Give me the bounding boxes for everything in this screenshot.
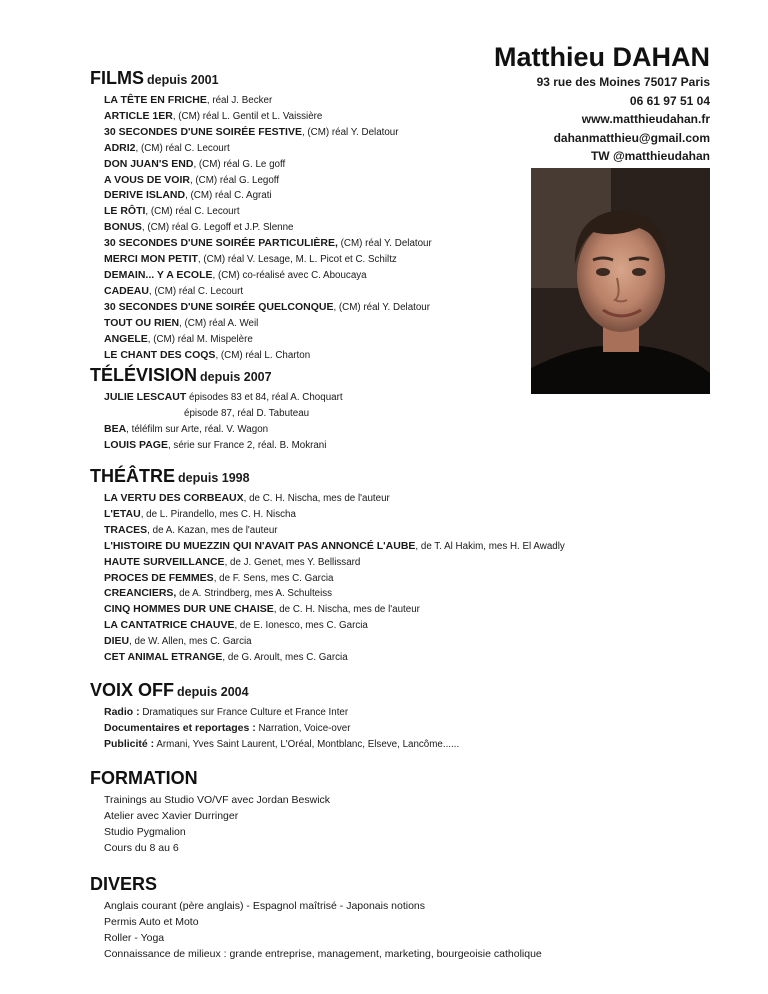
- theatre-item-title: CET ANIMAL ETRANGE: [104, 651, 223, 664]
- voix-off-title: VOIX OFF: [90, 680, 175, 700]
- television-item-details: , téléfilm sur Arte, réal. V. Wagon: [126, 423, 269, 435]
- theatre-item-title: CINQ HOMMES DUR UNE CHAISE: [104, 603, 274, 616]
- theatre-item: [104, 539, 565, 555]
- theatre-item-title: LA CANTATRICE CHAUVE: [104, 619, 235, 632]
- formation-item: Trainings au Studio VO/VF avec Jordan Beswick: [104, 794, 331, 806]
- theatre-item-title: LA VERTU DES CORBEAUX: [104, 492, 244, 504]
- portrait-photo: [531, 168, 710, 394]
- divers-list: [104, 899, 542, 963]
- person-name: Matthieu DAHAN: [494, 42, 710, 72]
- films-item-title: ANGELE: [104, 332, 148, 345]
- films-heading: [90, 67, 432, 91]
- contact-header: [494, 42, 710, 165]
- films-item-details: , (CM) réal Y. Delatour: [333, 301, 431, 313]
- television-item-details: épisode 87, réal D. Tabuteau: [184, 407, 310, 419]
- voix_off-item-details: Dramatiques sur France Culture et France Inter: [139, 707, 349, 718]
- website-link[interactable]: www.matthieudahan.fr: [581, 112, 710, 126]
- theatre-heading: [90, 465, 565, 489]
- films-item-title: A VOUS DE VOIR: [104, 173, 190, 186]
- films-item-title: ADRI2: [104, 141, 136, 154]
- films-item: [104, 348, 432, 364]
- theatre-item-title: CREANCIERS,: [104, 587, 177, 600]
- films-item-title: MERCI MON PETIT: [104, 253, 198, 266]
- films-item-details: , (CM) réal V. Lesage, M. L. Picot et C. Schiltz: [197, 254, 397, 266]
- theatre-item-details: , de C. H. Nischa, mes de l'auteur: [273, 604, 420, 616]
- theatre-item: [104, 507, 565, 523]
- voix_off-item-details: Armani, Yves Saint Laurent, L'Oréal, Montblanc, Elseve, Lancôme......: [154, 738, 460, 750]
- films-item-title: 30 SECONDES D'UNE SOIRÉE FESTIVE: [104, 125, 302, 138]
- television-title: TÉLÉVISION: [90, 365, 198, 385]
- television-item: [104, 406, 343, 422]
- television-section: [90, 364, 343, 454]
- theatre-item-title: L'HISTOIRE DU MUEZZIN QUI N'AVAIT PAS ANNONCÉ L'AUBE: [104, 539, 416, 552]
- theatre-item: [104, 618, 565, 634]
- theatre-item-title: TRACES: [104, 523, 148, 536]
- films-item: [104, 236, 432, 252]
- films-item-details: , (CM) réal M. Mispelère: [147, 333, 253, 345]
- divers-item: Roller - Yoga: [104, 931, 165, 944]
- films-item: [104, 188, 432, 204]
- theatre-item-title: DIEU: [104, 635, 130, 648]
- theatre-item-details: , de T. Al Hakim, mes H. El Awadly: [415, 540, 565, 552]
- films-item-title: LE RÔTI: [104, 205, 146, 218]
- films-item-title: CADEAU: [104, 284, 149, 297]
- television-heading: [90, 364, 343, 388]
- formation-title: FORMATION: [90, 768, 198, 788]
- films-item-details: , (CM) réal L. Charton: [215, 349, 311, 361]
- formation-item: Studio Pygmalion: [104, 825, 186, 838]
- theatre-item-details: , de G. Aroult, mes C. Garcia: [222, 652, 348, 664]
- voix_off-item-title: Documentaires et reportages :: [104, 721, 256, 734]
- films-item-details: , (CM) réal G. Legoff: [189, 174, 280, 186]
- divers-title: DIVERS: [90, 874, 158, 894]
- theatre-item: [104, 491, 565, 507]
- films-item-details: , (CM) réal L. Gentil et L. Vaissière: [172, 110, 323, 122]
- films-item-title: TOUT OU RIEN: [104, 316, 180, 329]
- email-link[interactable]: dahanmatthieu@gmail.com: [553, 130, 710, 145]
- films-item: [104, 204, 432, 220]
- films-list: [104, 93, 432, 363]
- theatre-item: [104, 555, 565, 571]
- formation-heading: [90, 767, 330, 791]
- theatre-item: [104, 602, 565, 618]
- address: 93 rue des Moines 75017 Paris: [536, 75, 710, 89]
- films-item-title: DERIVE ISLAND: [104, 189, 186, 202]
- films-item: [104, 125, 432, 141]
- voix-off-heading: [90, 679, 459, 703]
- voix_off-item-title: Radio :: [104, 706, 140, 718]
- films-item-title: LA TÊTE EN FRICHE: [104, 94, 207, 106]
- formation-item: Atelier avec Xavier Durringer: [104, 809, 239, 822]
- television-item-title: BEA: [104, 422, 127, 435]
- films-item: [104, 157, 432, 173]
- formation-item: Cours du 8 au 6: [104, 841, 179, 854]
- theatre-item: [104, 571, 565, 587]
- voix_off-item: [104, 737, 459, 753]
- theatre-item-title: L'ETAU: [104, 507, 141, 520]
- theatre-item: [104, 523, 565, 539]
- theatre-item-details: , de A. Kazan, mes de l'auteur: [147, 524, 278, 536]
- theatre-item-details: , de F. Sens, mes C. Garcia: [213, 572, 334, 584]
- voix_off-item: [104, 721, 459, 737]
- television-since: depuis 2007: [200, 370, 272, 384]
- formation-list: [104, 793, 330, 857]
- films-item: [104, 316, 432, 332]
- theatre-section: [90, 465, 565, 666]
- television-item-title: LOUIS PAGE: [104, 438, 168, 451]
- films-item: [104, 220, 432, 236]
- theatre-item-details: , de L. Pirandello, mes C. H. Nischa: [140, 508, 296, 520]
- television-item-details: épisodes 83 et 84, réal A. Choquart: [186, 392, 343, 403]
- theatre-since: depuis 1998: [178, 471, 250, 485]
- phone: 06 61 97 51 04: [629, 93, 710, 108]
- films-item-details: , (CM) co-réalisé avec C. Aboucaya: [212, 269, 367, 281]
- formation-section: [90, 767, 330, 857]
- films-item-details: , réal J. Becker: [206, 95, 273, 106]
- theatre-item: [104, 650, 565, 666]
- films-item-title: LE CHANT DES COQS: [104, 348, 216, 361]
- divers-heading: [90, 873, 542, 897]
- films-item-details: , (CM) réal C. Lecourt: [135, 142, 230, 154]
- films-item: [104, 252, 432, 268]
- films-item: [104, 268, 432, 284]
- films-item: [104, 141, 432, 157]
- theatre-item-details: , de J. Genet, mes Y. Bellissard: [224, 556, 361, 568]
- theatre-item-title: PROCES DE FEMMES: [104, 571, 214, 584]
- voix-off-section: [90, 679, 459, 753]
- films-since: depuis 2001: [147, 73, 219, 87]
- television-item: [104, 390, 343, 406]
- films-item: [104, 284, 432, 300]
- films-item: [104, 332, 432, 348]
- voix_off-item-title: Publicité :: [104, 737, 155, 750]
- films-item-details: , (CM) réal C. Lecourt: [148, 285, 244, 297]
- films-item-details: , (CM) réal C. Agrati: [185, 190, 272, 202]
- theatre-item: [104, 586, 565, 602]
- television-list: [104, 390, 343, 454]
- films-item-details: , (CM) réal C. Lecourt: [145, 206, 240, 218]
- divers-item: Connaissance de milieux : grande entreprise, management, marketing, bourgeoisie catholique: [104, 947, 542, 960]
- films-item: [104, 109, 432, 125]
- television-item: [104, 438, 343, 454]
- voix-off-list: [104, 705, 459, 753]
- films-item: [104, 173, 432, 189]
- voix-off-since: depuis 2004: [177, 685, 249, 699]
- films-item-details: , (CM) réal G. Legoff et J.P. Slenne: [141, 222, 294, 234]
- television-item-title: JULIE LESCAUT: [104, 391, 187, 403]
- twitter-handle[interactable]: TW @matthieudahan: [590, 149, 710, 163]
- television-item: [104, 422, 343, 438]
- films-item-title: 30 SECONDES D'UNE SOIRÉE QUELCONQUE: [104, 300, 334, 313]
- films-item: [104, 93, 432, 109]
- divers-item: Permis Auto et Moto: [104, 915, 199, 928]
- theatre-list: [104, 491, 565, 666]
- films-item-details: , (CM) réal A. Weil: [179, 317, 259, 329]
- films-item-details: (CM) réal Y. Delatour: [337, 238, 432, 250]
- voix_off-item: [104, 705, 459, 721]
- theatre-item-details: de A. Strindberg, mes A. Schulteiss: [176, 588, 333, 600]
- television-item-details: , série sur France 2, réal. B. Mokrani: [167, 439, 327, 451]
- divers-item: Anglais courant (père anglais) - Espagnol maîtrisé - Japonais notions: [104, 900, 426, 912]
- films-item-title: DEMAIN... Y A ECOLE: [104, 268, 213, 281]
- films-item-title: DON JUAN'S END: [104, 157, 194, 170]
- films-item-title: BONUS: [104, 221, 142, 234]
- theatre-item-details: , de W. Allen, mes C. Garcia: [129, 636, 252, 648]
- films-section: [90, 67, 432, 363]
- theatre-item-details: , de E. Ionesco, mes C. Garcia: [234, 620, 368, 632]
- films-item-title: 30 SECONDES D'UNE SOIRÉE PARTICULIÈRE,: [104, 237, 338, 250]
- films-item-details: , (CM) réal Y. Delatour: [301, 126, 399, 138]
- theatre-title: THÉÂTRE: [90, 466, 175, 486]
- films-title: FILMS: [90, 68, 144, 88]
- films-item-details: , (CM) réal G. Le goff: [193, 158, 286, 170]
- films-item: [104, 300, 432, 316]
- theatre-item-details: , de C. H. Nischa, mes de l'auteur: [243, 493, 390, 504]
- films-item-title: ARTICLE 1ER: [104, 109, 173, 122]
- theatre-item: [104, 634, 565, 650]
- theatre-item-title: HAUTE SURVEILLANCE: [104, 555, 225, 568]
- voix_off-item-details: Narration, Voice-over: [255, 722, 351, 734]
- divers-section: [90, 873, 542, 963]
